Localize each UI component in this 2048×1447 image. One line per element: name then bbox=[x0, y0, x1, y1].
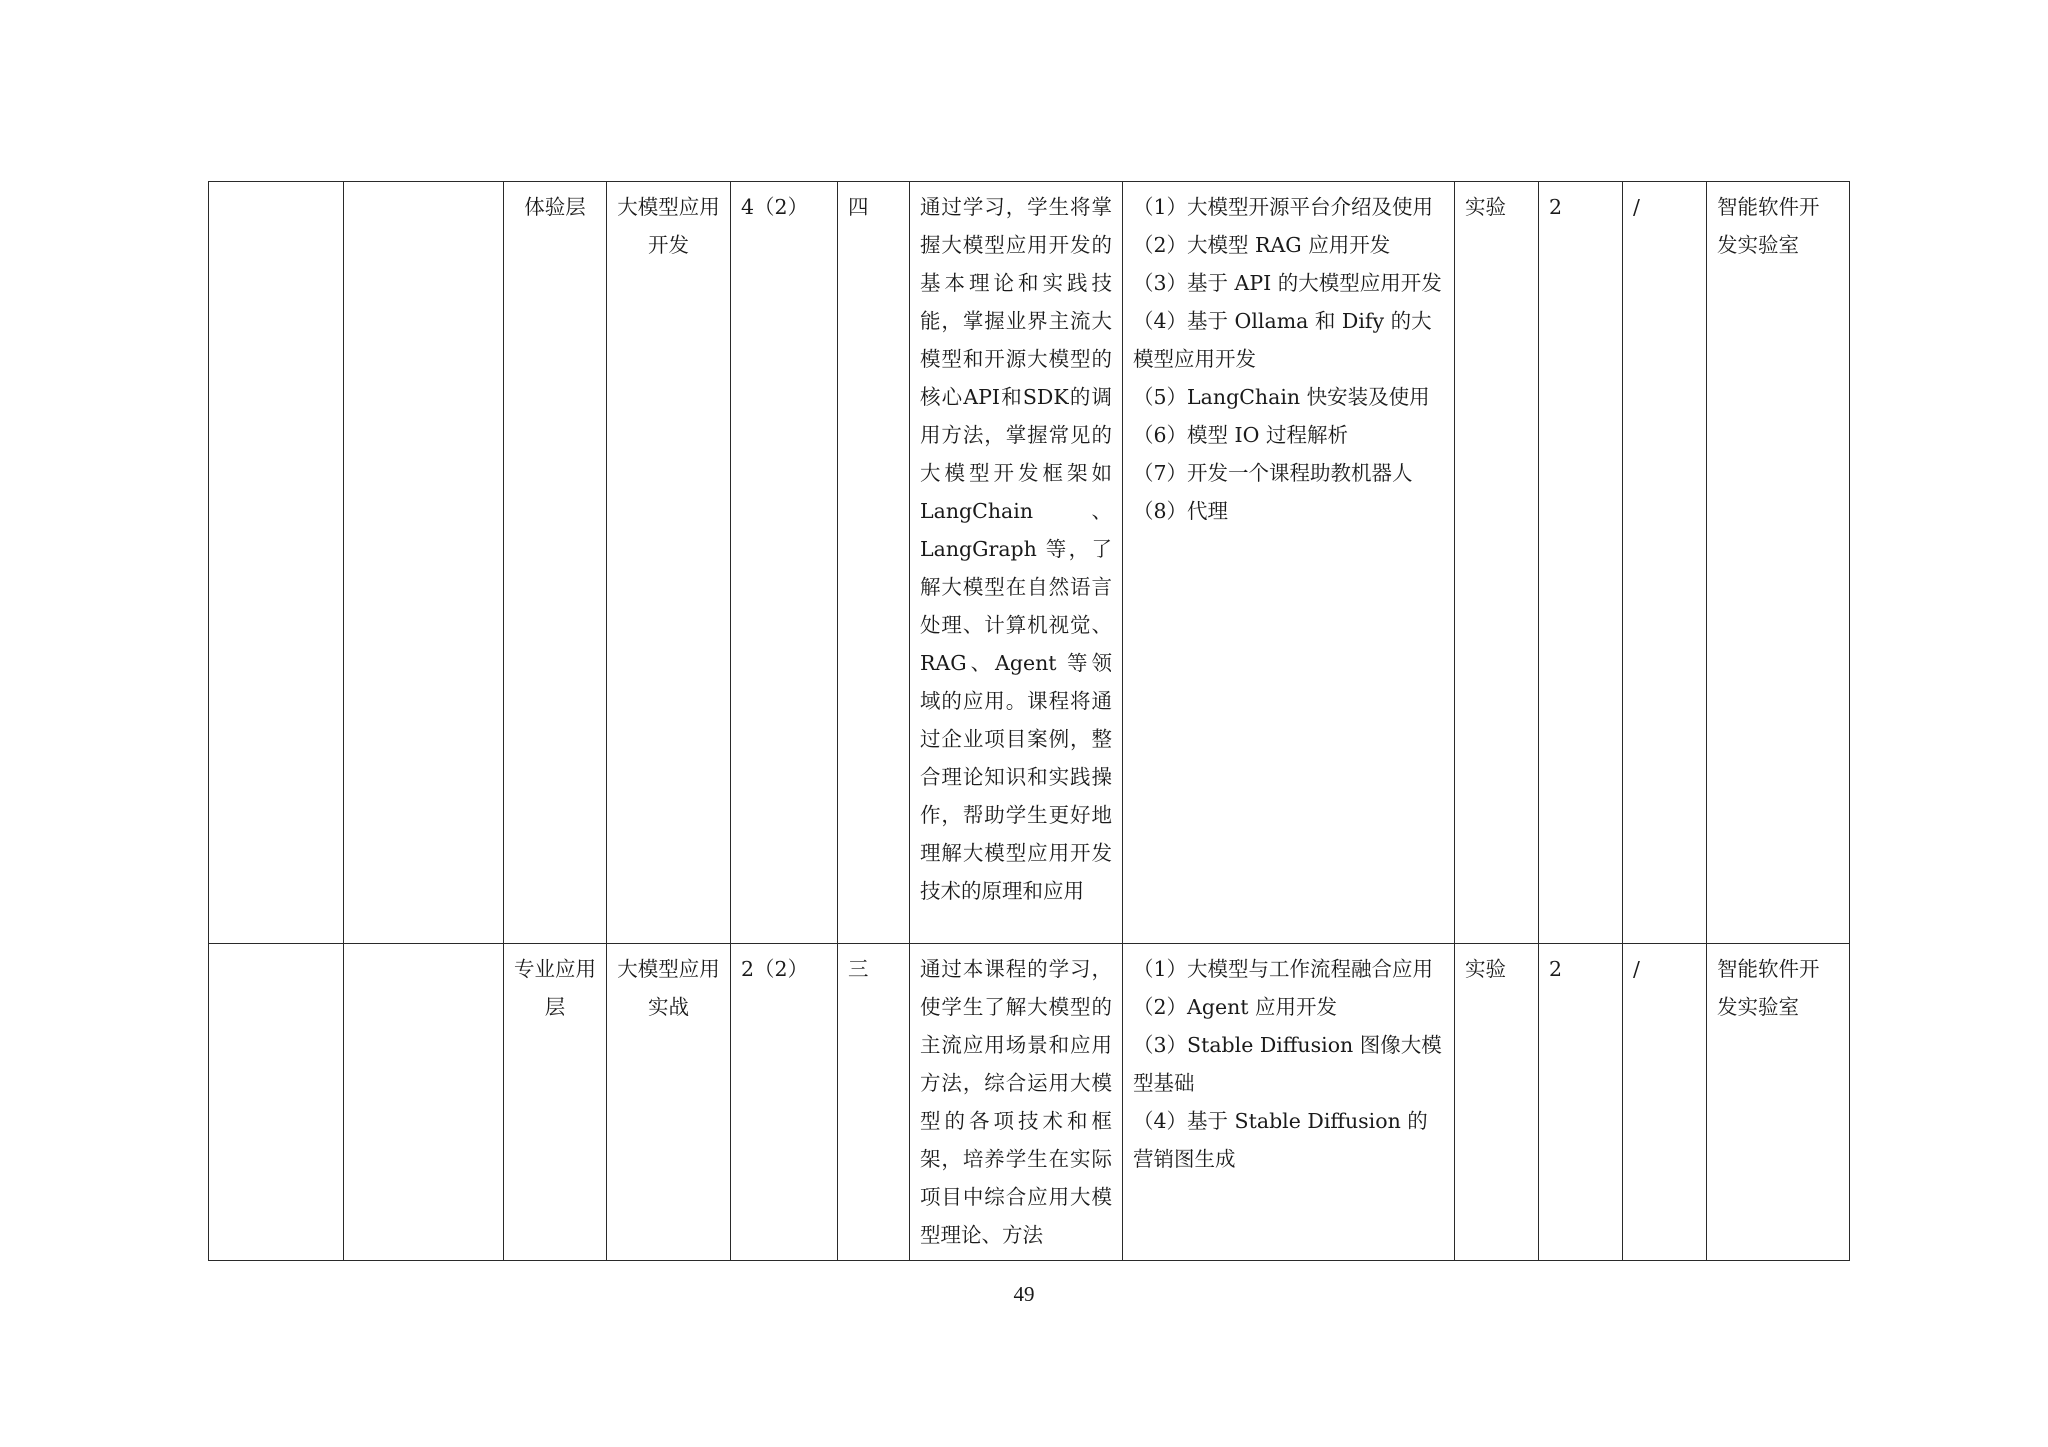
course-name-cell: 大模型应用实战 bbox=[607, 944, 731, 1261]
hours-cell: 2 bbox=[1539, 182, 1623, 944]
content-item: （4）基于 Stable Diffusion 的营销图生成 bbox=[1133, 1109, 1428, 1171]
content-item: （1）大模型开源平台介绍及使用 bbox=[1133, 195, 1434, 219]
module-cell bbox=[344, 182, 504, 944]
semester-cell: 四 bbox=[838, 182, 910, 944]
page-number: 49 bbox=[1013, 1282, 1035, 1306]
type-cell: 实验 bbox=[1455, 944, 1539, 1261]
objective-cell: 通过学习，学生将掌握大模型应用开发的基本理论和实践技能，掌握业界主流大模型和开源大模型的核心API和SDK的调用方法，掌握常见的大模型开发框架如 LangChain 、LangGraph 等，了解大模型在自然语言处理、计算机视觉、RAG、Agent 等领域的应用。课程将通过企业项目案例，整合理论知识和实践操作，帮助学生更好地理解大模型应用开发技术的原理和应用 bbox=[910, 182, 1123, 944]
content-item: （3）基于 API 的大模型应用开发 bbox=[1133, 271, 1442, 295]
type-cell: 实验 bbox=[1455, 182, 1539, 944]
course-table bbox=[208, 181, 1850, 1261]
content-item: （2）大模型 RAG 应用开发 bbox=[1133, 233, 1391, 257]
module-cell bbox=[344, 944, 504, 1261]
content-cell bbox=[1123, 182, 1455, 944]
table-row bbox=[209, 182, 1850, 944]
content-item: （1）大模型与工作流程融合应用 bbox=[1133, 957, 1434, 981]
credits-cell: 2（2） bbox=[731, 944, 838, 1261]
content-item: （8）代理 bbox=[1133, 499, 1229, 523]
semester-cell: 三 bbox=[838, 944, 910, 1261]
content-item: （5）LangChain 快安装及使用 bbox=[1133, 385, 1430, 409]
content-item: （7）开发一个课程助教机器人 bbox=[1133, 461, 1413, 485]
content-item: （3）Stable Diffusion 图像大模型基础 bbox=[1133, 1033, 1442, 1095]
content-cell bbox=[1123, 944, 1455, 1261]
extra-cell: / bbox=[1623, 182, 1707, 944]
table-row bbox=[209, 944, 1850, 1261]
content-item: （4）基于 Ollama 和 Dify 的大模型应用开发 bbox=[1133, 309, 1432, 371]
objective-cell: 通过本课程的学习，使学生了解大模型的主流应用场景和应用方法，综合运用大模型的各项技术和框架，培养学生在实际项目中综合应用大模型理论、方法 bbox=[910, 944, 1123, 1261]
location-cell: 智能软件开发实验室 bbox=[1707, 944, 1850, 1261]
content-item: （2）Agent 应用开发 bbox=[1133, 995, 1338, 1019]
level-cell: 专业应用层 bbox=[504, 944, 607, 1261]
category-cell bbox=[209, 944, 344, 1261]
location-cell: 智能软件开发实验室 bbox=[1707, 182, 1850, 944]
hours-cell: 2 bbox=[1539, 944, 1623, 1261]
content-item: （6）模型 IO 过程解析 bbox=[1133, 423, 1348, 447]
category-cell bbox=[209, 182, 344, 944]
extra-cell: / bbox=[1623, 944, 1707, 1261]
course-name-cell: 大模型应用开发 bbox=[607, 182, 731, 944]
level-cell: 体验层 bbox=[504, 182, 607, 944]
credits-cell: 4（2） bbox=[731, 182, 838, 944]
